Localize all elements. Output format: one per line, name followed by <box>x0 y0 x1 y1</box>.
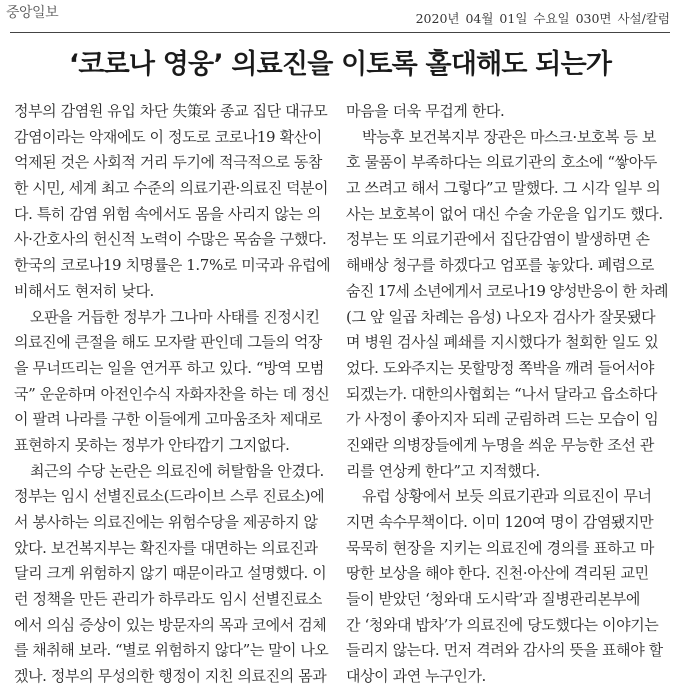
article-headline: ‘코로나 영웅’ 의료진을 이토록 홀대해도 되는가 <box>68 49 612 80</box>
text-line: 의료진에 큰절을 해도 모자랄 판인데 그들의 억장 <box>14 333 323 352</box>
text-line: 었다. 도와주지는 못할망정 쪽박을 깨려 들어서야 <box>346 358 655 377</box>
text-line: 묵묵히 현장을 지키는 의료진에 경의를 표하고 마 <box>346 538 655 557</box>
article-column-right <box>346 99 668 690</box>
dateline: 2020년 04월 01일 수요일 030면 사설/칼럼 <box>415 11 670 26</box>
text-line: 을 무너뜨리는 일을 연거푸 하고 있다. “방역 모범 <box>14 358 324 377</box>
text-line: 감염이라는 악재에도 이 정도로 코로나19 확산이 <box>14 127 322 146</box>
text-line: 해배상 청구를 하겠다고 엄포를 놓았다. 폐렴으로 <box>346 256 655 275</box>
text-line: 국” 운운하며 아전인수식 자화자찬을 하는 데 정신 <box>14 384 330 403</box>
text-line: 유럽 상황에서 보듯 의료기관과 의료진이 무너 <box>362 487 652 506</box>
text-line: 비해서도 현저히 낮다. <box>14 281 154 300</box>
text-line: 되겠는가. 대한의사협회는 “나서 달라고 읍소하다 <box>346 384 657 403</box>
text-line: 런 정책을 만든 관리가 하루라도 임시 선별진료소 <box>14 590 323 609</box>
text-line: 며 병원 검사실 폐쇄를 지시했다가 철회한 일도 있 <box>346 333 659 352</box>
text-line: 가 사정이 좋아지자 되레 군림하려 드는 모습이 임 <box>346 410 659 429</box>
text-line: 마음을 더욱 무겁게 한다. <box>346 102 505 120</box>
text-line: 서 봉사하는 의료진에는 위험수당을 제공하지 않 <box>14 513 318 531</box>
text-line: 최근의 수당 논란은 의료진에 허탈함을 안겼다. <box>30 461 324 480</box>
newspaper-masthead: 중앙일보 <box>6 5 59 21</box>
text-line: 오판을 거듭한 정부가 그나마 사태를 진정시킨 <box>30 307 320 326</box>
text-line: 호 물품이 부족하다는 의료기관의 호소에 “쌓아두 <box>346 153 657 172</box>
text-line: 겠나. 정부의 무성의한 행정이 지친 의료진의 몸과 <box>14 667 327 686</box>
text-line: 한 시민, 세계 최고 수준의 의료기관·의료진 덕분이 <box>14 179 328 198</box>
text-line: 정부의 감염원 유입 차단 失策와 종교 집단 대규모 <box>14 102 328 120</box>
text-line: 에서 의심 증상이 있는 방문자의 목과 코에서 검체 <box>14 615 327 634</box>
text-line: 를 채취해 보라. “별로 위험하지 않다”는 말이 나오 <box>14 641 329 660</box>
text-line: 사는 보호복이 없어 대신 수술 가운을 입기도 했다. <box>346 204 663 223</box>
text-line: 들리지 않는다. 먼저 격려와 감사의 뜻을 표해야 할 <box>346 641 663 660</box>
text-line: 땅한 보상을 해야 한다. 진천·아산에 격리된 교민 <box>346 564 649 583</box>
text-line: 한국의 코로나19 치명률은 1.7%로 미국과 유럽에 <box>14 256 331 275</box>
text-line: 다. 특히 감염 위험 속에서도 몸을 사리지 않는 의 <box>14 204 322 223</box>
text-line: 억제된 것은 사회적 거리 두기에 적극적으로 동참 <box>14 153 323 172</box>
header-divider <box>10 32 670 33</box>
text-line: 았다. 보건복지부는 확진자를 대면하는 의료진과 <box>14 538 318 557</box>
text-line: 들이 받았던 ‘청와대 도시락’과 질병관리본부에 <box>346 590 640 609</box>
text-line: 박능후 보건복지부 장관은 마스크·보호복 등 보 <box>362 127 656 146</box>
text-line: 리를 연상케 한다”고 지적했다. <box>346 461 540 480</box>
text-line: 정부는 임시 선별진료소(드라이브 스루 진료소)에 <box>14 487 325 506</box>
text-line: 이 팔려 나라를 구한 이들에게 고마움조차 제대로 <box>14 410 323 429</box>
text-line: 정부는 또 의료기관에서 집단감염이 발생하면 손 <box>346 230 650 249</box>
text-line: 진왜란 의병장들에게 누명을 씌운 무능한 조선 관 <box>346 435 655 454</box>
text-line: 고 쓰려고 해서 그렇다”고 말했다. 그 시각 일부 의 <box>346 179 661 198</box>
text-line: (그 앞 일곱 차례는 음성) 나오자 검사가 잘못됐다 <box>346 307 656 326</box>
article-column-left <box>14 99 330 690</box>
text-line: 사·간호사의 헌신적 노력이 수많은 목숨을 구했다. <box>14 230 327 249</box>
text-line: 표현하지 못하는 정부가 안타깝기 그지없다. <box>14 435 290 454</box>
text-line: 숨진 17세 소년에게서 코로나19 양성반응이 한 차례 <box>346 281 668 300</box>
text-line: 간 ‘청와대 밥차’가 의료진에 당도했다는 이야기는 <box>346 615 659 634</box>
text-line: 달리 크게 위험하지 않기 때문이라고 설명했다. 이 <box>14 564 327 583</box>
text-line: 대상이 과연 누구인가. <box>346 667 486 686</box>
text-line: 지면 속수무책이다. 이미 120여 명이 감염됐지만 <box>346 513 654 531</box>
